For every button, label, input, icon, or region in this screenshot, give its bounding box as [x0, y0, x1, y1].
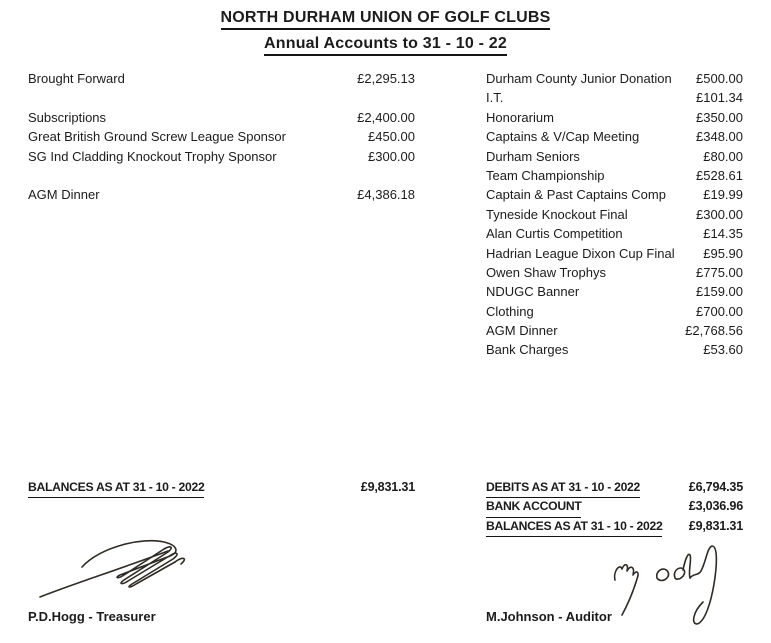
table-row	[486, 69, 743, 88]
bank-account-row	[486, 497, 743, 516]
entry-amount: £300.00	[696, 206, 743, 222]
expenditure-column	[486, 69, 743, 360]
auditor-signature-icon	[595, 540, 745, 643]
table-row	[28, 69, 415, 88]
entry-label: Honorarium	[486, 109, 554, 125]
table-row	[28, 147, 415, 166]
balances-row	[28, 478, 415, 497]
entry-amount: £53.60	[703, 342, 743, 358]
table-row	[28, 185, 415, 204]
total-label: BALANCES AS AT 31 - 10 - 2022	[486, 517, 662, 537]
entry-label: Durham Seniors	[486, 148, 580, 164]
treasurer-name: P.D.Hogg - Treasurer	[28, 609, 156, 624]
entry-label: Subscriptions	[28, 109, 107, 125]
entry-label: AGM Dinner	[486, 323, 558, 339]
entry-label: Alan Curtis Competition	[486, 226, 623, 242]
table-row	[486, 166, 743, 185]
total-amount: £9,831.31	[360, 480, 415, 494]
entry-label: Owen Shaw Trophys	[486, 264, 606, 280]
entry-label: Brought Forward	[28, 71, 125, 86]
table-row	[28, 108, 415, 127]
income-totals	[28, 478, 415, 497]
entry-amount: £2,768.56	[685, 323, 743, 339]
total-label: DEBITS AS AT 31 - 10 - 2022	[486, 478, 640, 498]
table-row	[486, 108, 743, 127]
entry-label: I.T.	[486, 90, 504, 106]
page-title-wrap	[0, 9, 771, 30]
expenditure-totals	[486, 478, 743, 536]
entry-amount: £350.00	[696, 109, 743, 125]
entry-amount: £500.00	[696, 71, 743, 86]
table-row	[486, 263, 743, 282]
entry-label: Clothing	[486, 303, 534, 319]
entry-amount: £2,400.00	[357, 109, 415, 125]
page-title: NORTH DURHAM UNION OF GOLF CLUBS	[221, 9, 551, 30]
page-subtitle: Annual Accounts to 31 - 10 - 22	[264, 35, 507, 56]
entry-amount: £4,386.18	[357, 187, 415, 203]
table-row	[486, 244, 743, 263]
entry-label: Team Championship	[486, 167, 605, 183]
entry-amount: £101.34	[696, 90, 743, 106]
income-column	[28, 69, 415, 205]
table-row	[486, 340, 743, 359]
entry-amount: £2,295.13	[357, 71, 415, 86]
entry-amount: £19.99	[703, 187, 743, 203]
entry-label: Captain & Past Captains Comp	[486, 187, 666, 203]
entry-amount: £450.00	[368, 129, 415, 145]
table-row	[486, 185, 743, 204]
table-row	[28, 127, 415, 146]
entry-amount: £775.00	[696, 264, 743, 280]
table-row	[486, 321, 743, 340]
balances-row	[486, 517, 743, 536]
total-amount: £6,794.35	[688, 480, 743, 494]
entry-amount: £528.61	[696, 167, 743, 183]
total-label: BANK ACCOUNT	[486, 497, 581, 517]
entry-amount: £348.00	[696, 129, 743, 145]
total-amount: £3,036.96	[688, 499, 743, 514]
entry-amount: £14.35	[703, 226, 743, 242]
table-row	[486, 224, 743, 243]
table-row	[486, 302, 743, 321]
total-amount: £9,831.31	[688, 518, 743, 533]
entry-amount: £700.00	[696, 303, 743, 319]
entry-label: Great British Ground Screw League Sponsor	[28, 129, 286, 145]
entry-amount: £80.00	[703, 148, 743, 164]
entry-amount: £95.90	[703, 245, 743, 261]
entry-label: Hadrian League Dixon Cup Final	[486, 245, 675, 261]
auditor-name: M.Johnson - Auditor	[486, 609, 612, 624]
entry-label: SG Ind Cladding Knockout Trophy Sponsor	[28, 148, 277, 164]
table-row	[486, 147, 743, 166]
treasurer-signature-icon	[30, 535, 200, 605]
table-row	[486, 282, 743, 301]
entry-label: AGM Dinner	[28, 187, 100, 203]
entry-label: Bank Charges	[486, 342, 569, 358]
entry-amount: £159.00	[696, 284, 743, 300]
entry-label: Durham County Junior Donation	[486, 71, 672, 86]
table-row	[486, 88, 743, 107]
entry-amount: £300.00	[368, 148, 415, 164]
entry-label: Captains & V/Cap Meeting	[486, 129, 640, 145]
table-row	[486, 127, 743, 146]
entry-label: NDUGC Banner	[486, 284, 580, 300]
table-row	[486, 205, 743, 224]
total-label: BALANCES AS AT 31 - 10 - 2022	[28, 478, 204, 498]
page-subtitle-wrap	[0, 35, 771, 56]
debits-total-row	[486, 478, 743, 497]
entry-label: Tyneside Knockout Final	[486, 206, 628, 222]
